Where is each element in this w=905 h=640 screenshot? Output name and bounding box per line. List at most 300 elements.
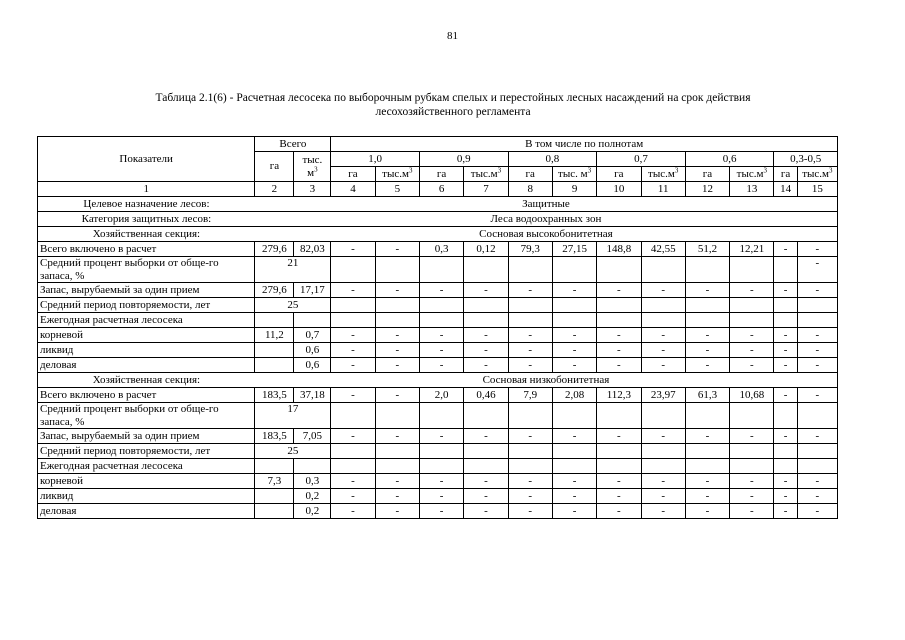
empty-cell <box>685 313 729 328</box>
data-cell: - <box>375 388 419 403</box>
category-value: Леса водоохранных зон <box>255 212 838 227</box>
row-label: деловая <box>38 504 255 519</box>
empty-cell <box>419 444 463 459</box>
period-value: 25 <box>255 298 331 313</box>
period-row <box>38 298 838 313</box>
avg-percent-row <box>38 257 838 283</box>
data-cell <box>255 343 294 358</box>
empty-cell <box>641 298 685 313</box>
data-cell: 0,3 <box>294 474 331 489</box>
header-incl-density: В том числе по полнотам <box>331 137 838 152</box>
empty-cell <box>464 298 508 313</box>
empty-cell <box>375 257 419 283</box>
unit-ha: га <box>597 167 641 182</box>
data-cell: - <box>464 343 508 358</box>
unit-volume: $тыс.м^3$ <box>797 167 837 182</box>
density-0-6: 0,6 <box>685 152 774 167</box>
empty-cell <box>375 459 419 474</box>
data-cell: 0,6 <box>294 358 331 373</box>
empty-cell <box>419 459 463 474</box>
data-cell <box>255 504 294 519</box>
empty-cell <box>774 403 797 429</box>
data-cell: - <box>774 328 797 343</box>
data-cell: - <box>331 474 375 489</box>
data-cell: - <box>375 328 419 343</box>
row-label: корневой <box>38 474 255 489</box>
empty-cell <box>552 298 596 313</box>
empty-cell <box>331 313 375 328</box>
data-cell: - <box>331 283 375 298</box>
data-cell: 148,8 <box>597 242 641 257</box>
row-label: Ежегодная расчетная лесосека <box>38 313 255 328</box>
liquid-row <box>38 343 838 358</box>
empty-cell <box>331 459 375 474</box>
data-cell: 0,2 <box>294 504 331 519</box>
header-row-1 <box>38 137 838 152</box>
data-cell: - <box>730 504 774 519</box>
data-cell: - <box>552 429 596 444</box>
header-total-volume: тыс. $м^3$ <box>294 152 331 182</box>
purpose-value: Защитные <box>255 197 838 212</box>
header-indicators: Показатели <box>38 137 255 182</box>
data-cell: - <box>597 358 641 373</box>
data-cell: 112,3 <box>597 388 641 403</box>
header-total: Всего <box>255 137 331 152</box>
data-cell: - <box>508 429 552 444</box>
data-cell: - <box>774 474 797 489</box>
empty-cell <box>331 298 375 313</box>
header-total-ha: га <box>255 152 294 182</box>
empty-cell <box>375 403 419 429</box>
row-label: Средний процент выборки от обще-го запаса, % <box>38 257 255 283</box>
data-cell: - <box>641 283 685 298</box>
unit-ha: га <box>331 167 375 182</box>
data-cell: 27,15 <box>552 242 596 257</box>
empty-cell <box>774 313 797 328</box>
data-cell <box>255 358 294 373</box>
empty-cell <box>552 444 596 459</box>
data-cell: - <box>774 429 797 444</box>
density-0-8: 0,8 <box>508 152 597 167</box>
data-cell: - <box>730 474 774 489</box>
empty-cell <box>419 313 463 328</box>
data-cell: - <box>774 358 797 373</box>
data-cell: - <box>774 343 797 358</box>
avg-percent-value: 21 <box>255 257 331 283</box>
data-cell: - <box>375 242 419 257</box>
empty-cell <box>797 459 837 474</box>
data-cell: - <box>597 343 641 358</box>
data-cell: 10,68 <box>730 388 774 403</box>
data-cell: - <box>597 328 641 343</box>
stock-row <box>38 283 838 298</box>
density-0-7: 0,7 <box>597 152 686 167</box>
data-cell: - <box>552 328 596 343</box>
data-cell: - <box>641 343 685 358</box>
data-cell: - <box>685 489 729 504</box>
empty-cell <box>597 403 641 429</box>
page-number: 81 <box>447 30 458 42</box>
data-cell: - <box>597 504 641 519</box>
empty-cell <box>419 403 463 429</box>
column-number: 1 <box>38 182 255 197</box>
empty-cell <box>464 403 508 429</box>
row-label: Запас, вырубаемый за один прием <box>38 283 255 298</box>
total-included-row <box>38 388 838 403</box>
data-cell <box>797 403 837 429</box>
stock-row <box>38 429 838 444</box>
empty-cell <box>375 298 419 313</box>
empty-cell <box>730 257 774 283</box>
column-number: 7 <box>464 182 508 197</box>
column-numbers-row <box>38 182 838 197</box>
empty-cell <box>641 459 685 474</box>
data-cell: - <box>685 504 729 519</box>
avg-percent-value: 17 <box>255 403 331 429</box>
data-cell: 37,18 <box>294 388 331 403</box>
data-cell: 7,9 <box>508 388 552 403</box>
empty-cell <box>641 403 685 429</box>
data-cell: 0,46 <box>464 388 508 403</box>
data-cell: 0,2 <box>294 489 331 504</box>
data-cell: - <box>641 474 685 489</box>
empty-cell <box>419 298 463 313</box>
liquid-row <box>38 489 838 504</box>
unit-volume: $тыс.м^3$ <box>464 167 508 182</box>
data-cell: - <box>597 283 641 298</box>
data-cell: - <box>331 343 375 358</box>
column-number: 15 <box>797 182 837 197</box>
data-cell: - <box>419 283 463 298</box>
section-row <box>38 373 838 388</box>
category-label: Категория защитных лесов: <box>38 212 255 227</box>
empty-cell <box>331 257 375 283</box>
row-label: ликвид <box>38 343 255 358</box>
empty-cell <box>730 444 774 459</box>
data-cell: - <box>797 242 837 257</box>
data-cell <box>255 489 294 504</box>
data-cell: 279,6 <box>255 283 294 298</box>
empty-cell <box>730 403 774 429</box>
data-cell: - <box>464 504 508 519</box>
data-cell: - <box>774 242 797 257</box>
unit-ha: га <box>419 167 463 182</box>
empty-cell <box>597 313 641 328</box>
empty-cell <box>597 298 641 313</box>
data-cell: 11,2 <box>255 328 294 343</box>
period-value: 25 <box>255 444 331 459</box>
data-cell: - <box>774 489 797 504</box>
data-cell: - <box>797 504 837 519</box>
data-cell: - <box>419 474 463 489</box>
data-cell: - <box>375 358 419 373</box>
empty-cell <box>685 257 729 283</box>
empty-cell <box>797 444 837 459</box>
data-cell: 12,21 <box>730 242 774 257</box>
data-cell: - <box>641 429 685 444</box>
data-cell: 183,5 <box>255 429 294 444</box>
data-cell: - <box>597 429 641 444</box>
data-cell: 79,3 <box>508 242 552 257</box>
empty-cell <box>331 444 375 459</box>
empty-cell <box>641 313 685 328</box>
data-cell: 7,05 <box>294 429 331 444</box>
empty-cell <box>597 459 641 474</box>
column-number: 8 <box>508 182 552 197</box>
data-cell: - <box>685 283 729 298</box>
root-row <box>38 328 838 343</box>
empty-cell <box>774 257 797 283</box>
data-cell: - <box>774 283 797 298</box>
data-cell: 42,55 <box>641 242 685 257</box>
unit-volume: $тыс.м^3$ <box>375 167 419 182</box>
data-cell: - <box>331 388 375 403</box>
data-cell: - <box>685 474 729 489</box>
data-cell: - <box>419 328 463 343</box>
empty-cell <box>508 313 552 328</box>
empty-cell <box>797 298 837 313</box>
density-0-3-0-5: 0,3-0,5 <box>774 152 838 167</box>
data-cell: - <box>508 504 552 519</box>
row-label: Средний процент выборки от обще-го запаса, % <box>38 403 255 429</box>
caption-line-2: лесохозяйственного регламента <box>375 106 531 118</box>
empty-cell <box>508 459 552 474</box>
table-caption <box>60 91 846 119</box>
unit-ha: га <box>774 167 797 182</box>
data-cell: 17,17 <box>294 283 331 298</box>
section-label: Хозяйственная секция: <box>38 227 255 242</box>
column-number: 14 <box>774 182 797 197</box>
data-cell: - <box>797 474 837 489</box>
row-label: Ежегодная расчетная лесосека <box>38 459 255 474</box>
data-cell: - <box>508 283 552 298</box>
root-row <box>38 474 838 489</box>
data-cell: - <box>641 328 685 343</box>
data-cell: - <box>375 474 419 489</box>
empty-cell <box>685 444 729 459</box>
period-row <box>38 444 838 459</box>
column-number: 2 <box>255 182 294 197</box>
annual-cut-row <box>38 313 838 328</box>
data-cell: - <box>797 283 837 298</box>
data-cell: 0,12 <box>464 242 508 257</box>
data-cell: - <box>552 358 596 373</box>
data-cell: - <box>419 489 463 504</box>
data-cell: 0,3 <box>419 242 463 257</box>
empty-cell <box>774 459 797 474</box>
data-cell: - <box>508 358 552 373</box>
data-cell: - <box>419 343 463 358</box>
empty-cell <box>464 313 508 328</box>
empty-cell <box>508 444 552 459</box>
empty-cell <box>464 444 508 459</box>
row-label: Запас, вырубаемый за один прием <box>38 429 255 444</box>
empty-cell <box>597 444 641 459</box>
unit-ha: га <box>685 167 729 182</box>
allowable-cut-table <box>37 136 838 519</box>
data-cell: - <box>797 257 837 283</box>
data-cell: - <box>774 504 797 519</box>
data-cell: 183,5 <box>255 388 294 403</box>
data-cell: - <box>552 474 596 489</box>
empty-cell <box>730 313 774 328</box>
column-number: 9 <box>552 182 596 197</box>
data-cell: - <box>508 328 552 343</box>
empty-cell <box>255 313 294 328</box>
data-cell: - <box>419 358 463 373</box>
row-label: Средний период повторяемости, лет <box>38 444 255 459</box>
empty-cell <box>508 403 552 429</box>
data-cell: 23,97 <box>641 388 685 403</box>
section-value: Сосновая высокобонитетная <box>255 227 838 242</box>
data-cell: - <box>685 328 729 343</box>
purpose-label: Целевое назначение лесов: <box>38 197 255 212</box>
data-cell: - <box>730 429 774 444</box>
data-cell: - <box>331 504 375 519</box>
data-cell: - <box>331 489 375 504</box>
data-cell: - <box>464 474 508 489</box>
data-cell: - <box>797 489 837 504</box>
section-value: Сосновая низкобонитетная <box>255 373 838 388</box>
row-label: Всего включено в расчет <box>38 388 255 403</box>
empty-cell <box>552 257 596 283</box>
empty-cell <box>294 313 331 328</box>
empty-cell <box>375 444 419 459</box>
column-number: 6 <box>419 182 463 197</box>
column-number: 5 <box>375 182 419 197</box>
data-cell: - <box>331 242 375 257</box>
row-label: корневой <box>38 328 255 343</box>
row-label: Всего включено в расчет <box>38 242 255 257</box>
data-cell: - <box>464 328 508 343</box>
data-cell: - <box>375 343 419 358</box>
data-cell: - <box>331 328 375 343</box>
data-cell: - <box>797 328 837 343</box>
data-cell: 61,3 <box>685 388 729 403</box>
density-1-0: 1,0 <box>331 152 420 167</box>
empty-cell <box>294 459 331 474</box>
data-cell: - <box>508 343 552 358</box>
empty-cell <box>597 257 641 283</box>
empty-cell <box>464 459 508 474</box>
empty-cell <box>508 298 552 313</box>
data-cell: - <box>730 328 774 343</box>
data-cell: - <box>641 358 685 373</box>
business-row <box>38 358 838 373</box>
section-row <box>38 227 838 242</box>
data-cell: - <box>552 343 596 358</box>
data-cell: - <box>375 489 419 504</box>
data-cell: - <box>464 489 508 504</box>
data-cell: - <box>797 358 837 373</box>
empty-cell <box>774 444 797 459</box>
avg-percent-row <box>38 403 838 429</box>
data-cell: - <box>552 504 596 519</box>
caption-line-1: Таблица 2.1(6) - Расчетная лесосека по выборочным рубкам спелых и перестойных лесных насаждений на срок действия <box>155 92 751 104</box>
data-cell: - <box>508 474 552 489</box>
data-cell: - <box>552 489 596 504</box>
data-cell: - <box>774 388 797 403</box>
data-cell: - <box>797 429 837 444</box>
data-cell: - <box>641 504 685 519</box>
empty-cell <box>774 298 797 313</box>
empty-cell <box>552 313 596 328</box>
data-cell: - <box>331 358 375 373</box>
empty-cell <box>331 403 375 429</box>
data-cell: - <box>597 489 641 504</box>
data-cell: - <box>375 429 419 444</box>
data-cell: - <box>685 343 729 358</box>
data-cell: - <box>797 343 837 358</box>
data-cell: 0,6 <box>294 343 331 358</box>
data-cell: - <box>730 283 774 298</box>
empty-cell <box>797 313 837 328</box>
unit-volume: тыс. $м^3$ <box>552 167 596 182</box>
empty-cell <box>641 444 685 459</box>
density-0-9: 0,9 <box>419 152 508 167</box>
empty-cell <box>685 298 729 313</box>
total-included-row <box>38 242 838 257</box>
unit-volume: $тыс.м^3$ <box>641 167 685 182</box>
unit-ha: га <box>508 167 552 182</box>
empty-cell <box>255 459 294 474</box>
data-cell: 51,2 <box>685 242 729 257</box>
data-cell: - <box>641 489 685 504</box>
empty-cell <box>641 257 685 283</box>
row-label: деловая <box>38 358 255 373</box>
data-cell: - <box>375 283 419 298</box>
data-cell: 2,08 <box>552 388 596 403</box>
empty-cell <box>464 257 508 283</box>
category-row <box>38 212 838 227</box>
empty-cell <box>552 459 596 474</box>
data-cell: 82,03 <box>294 242 331 257</box>
data-cell: - <box>508 489 552 504</box>
data-cell: - <box>797 388 837 403</box>
data-cell: - <box>685 358 729 373</box>
data-cell: 2,0 <box>419 388 463 403</box>
column-number: 4 <box>331 182 375 197</box>
business-row <box>38 504 838 519</box>
data-cell: - <box>730 343 774 358</box>
data-cell: - <box>375 504 419 519</box>
data-cell: - <box>464 283 508 298</box>
row-label: ликвид <box>38 489 255 504</box>
data-cell: - <box>464 429 508 444</box>
empty-cell <box>685 403 729 429</box>
column-number: 3 <box>294 182 331 197</box>
data-cell: - <box>464 358 508 373</box>
empty-cell <box>685 459 729 474</box>
row-label: Средний период повторяемости, лет <box>38 298 255 313</box>
data-cell: 0,7 <box>294 328 331 343</box>
data-cell: - <box>597 474 641 489</box>
empty-cell <box>730 298 774 313</box>
column-number: 11 <box>641 182 685 197</box>
empty-cell <box>419 257 463 283</box>
empty-cell <box>552 403 596 429</box>
column-number: 10 <box>597 182 641 197</box>
empty-cell <box>730 459 774 474</box>
column-number: 13 <box>730 182 774 197</box>
column-number: 12 <box>685 182 729 197</box>
data-cell: - <box>419 504 463 519</box>
data-cell: - <box>685 429 729 444</box>
data-cell: - <box>331 429 375 444</box>
section-label: Хозяйственная секция: <box>38 373 255 388</box>
data-cell: - <box>552 283 596 298</box>
annual-cut-row <box>38 459 838 474</box>
